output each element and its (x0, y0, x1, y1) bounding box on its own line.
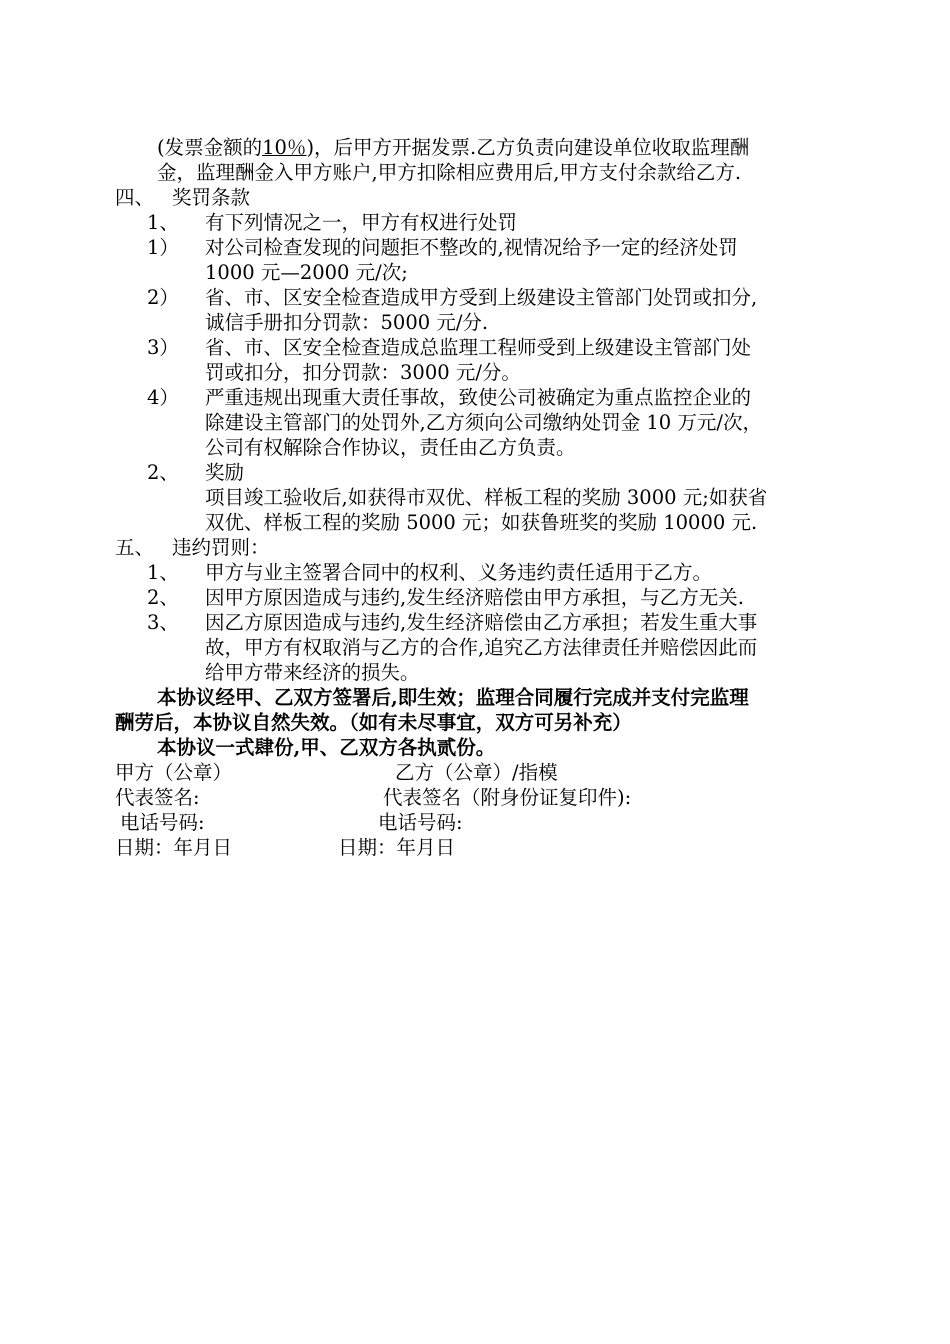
subitem-number: 3） (147, 336, 179, 359)
item-number: 2、 (147, 461, 179, 484)
item-text: 奖励 (205, 461, 245, 484)
party-a-date-label: 日期：年月日 (115, 836, 233, 859)
subitem-number: 4） (147, 386, 179, 409)
invoice-text-a: (发票金额的 (157, 136, 263, 159)
invoice-percent: 10％ (262, 136, 307, 159)
subitem-text: 公司有权解除合作协议，责任由乙方负责。 (205, 436, 576, 459)
reward-text: 双优、样板工程的奖励 5000 元；如获鲁班奖的奖励 10000 元. (205, 511, 758, 534)
party-b-seal-label: 乙方（公章）/指模 (395, 761, 558, 784)
effect-clause-line-2: 酬劳后，本协议自然失效。（如有未尽事宜，双方可另补充） (115, 711, 632, 734)
item-number: 1、 (147, 211, 179, 234)
section4-title: 奖罚条款 (172, 186, 251, 209)
subitem-text: 除建设主管部门的处罚外,乙方须向公司缴纳处罚金 10 万元/次， (205, 411, 762, 434)
item-text: 因乙方原因造成与违约,发生经济赔偿由乙方承担；若发生重大事 (205, 611, 758, 634)
party-b-signature-label: 代表签名（附身份证复印件): (383, 786, 632, 809)
subitem-text: 对公司检查发现的问题拒不整改的,视情况给予一定的经济处罚 (205, 236, 738, 259)
party-b-phone-label: 电话号码: (378, 811, 463, 834)
party-a-seal-label: 甲方（公章） (115, 761, 233, 784)
invoice-line-2: 金，监理酬金入甲方账户,甲方扣除相应费用后,甲方支付余款给乙方. (157, 161, 742, 184)
section4-number: 四、 (115, 186, 155, 209)
subitem-text: 省、市、区安全检查造成甲方受到上级建设主管部门处罚或扣分, (205, 286, 758, 309)
party-a-phone-label: 电话号码: (120, 811, 205, 834)
item-text: 给甲方带来经济的损失。 (205, 661, 420, 684)
invoice-text-b: )，后甲方开据发票.乙方负责向建设单位收取监理酬 (306, 136, 750, 159)
section5-number: 五、 (115, 536, 155, 559)
party-a-signature-label: 代表签名: (115, 786, 200, 809)
item-number: 3、 (147, 611, 179, 634)
reward-text: 项目竣工验收后,如获得市双优、样板工程的奖励 3000 元;如获省 (205, 486, 768, 509)
item-text: 因甲方原因造成与违约,发生经济赔偿由甲方承担，与乙方无关. (205, 586, 744, 609)
section5-title: 违约罚则： (172, 536, 270, 559)
item-text: 故，甲方有权取消与乙方的合作,追究乙方法律责任并赔偿因此而 (205, 636, 758, 659)
item-text: 有下列情况之一，甲方有权进行处罚 (205, 211, 518, 234)
copies-clause: 本协议一式肆份,甲、乙双方各执贰份。 (157, 736, 496, 759)
subitem-number: 1） (147, 236, 179, 259)
subitem-number: 2） (147, 286, 179, 309)
item-text: 甲方与业主签署合同中的权利、义务违约责任适用于乙方。 (205, 561, 713, 584)
item-number: 2、 (147, 586, 179, 609)
subitem-text: 1000 元—2000 元/次; (205, 261, 408, 284)
subitem-text: 严重违规出现重大责任事故，致使公司被确定为重点监控企业的 (205, 386, 752, 409)
effect-clause-line-1: 本协议经甲、乙双方签署后,即生效；监理合同履行完成并支付完监理 (157, 686, 749, 709)
subitem-text: 诚信手册扣分罚款：5000 元/分. (205, 311, 489, 334)
invoice-line-1 (157, 136, 749, 160)
subitem-text: 罚或扣分，扣分罚款：3000 元/分。 (205, 361, 521, 384)
item-number: 1、 (147, 561, 179, 584)
subitem-text: 省、市、区安全检查造成总监理工程师受到上级建设主管部门处 (205, 336, 752, 359)
party-b-date-label: 日期：年月日 (338, 836, 456, 859)
